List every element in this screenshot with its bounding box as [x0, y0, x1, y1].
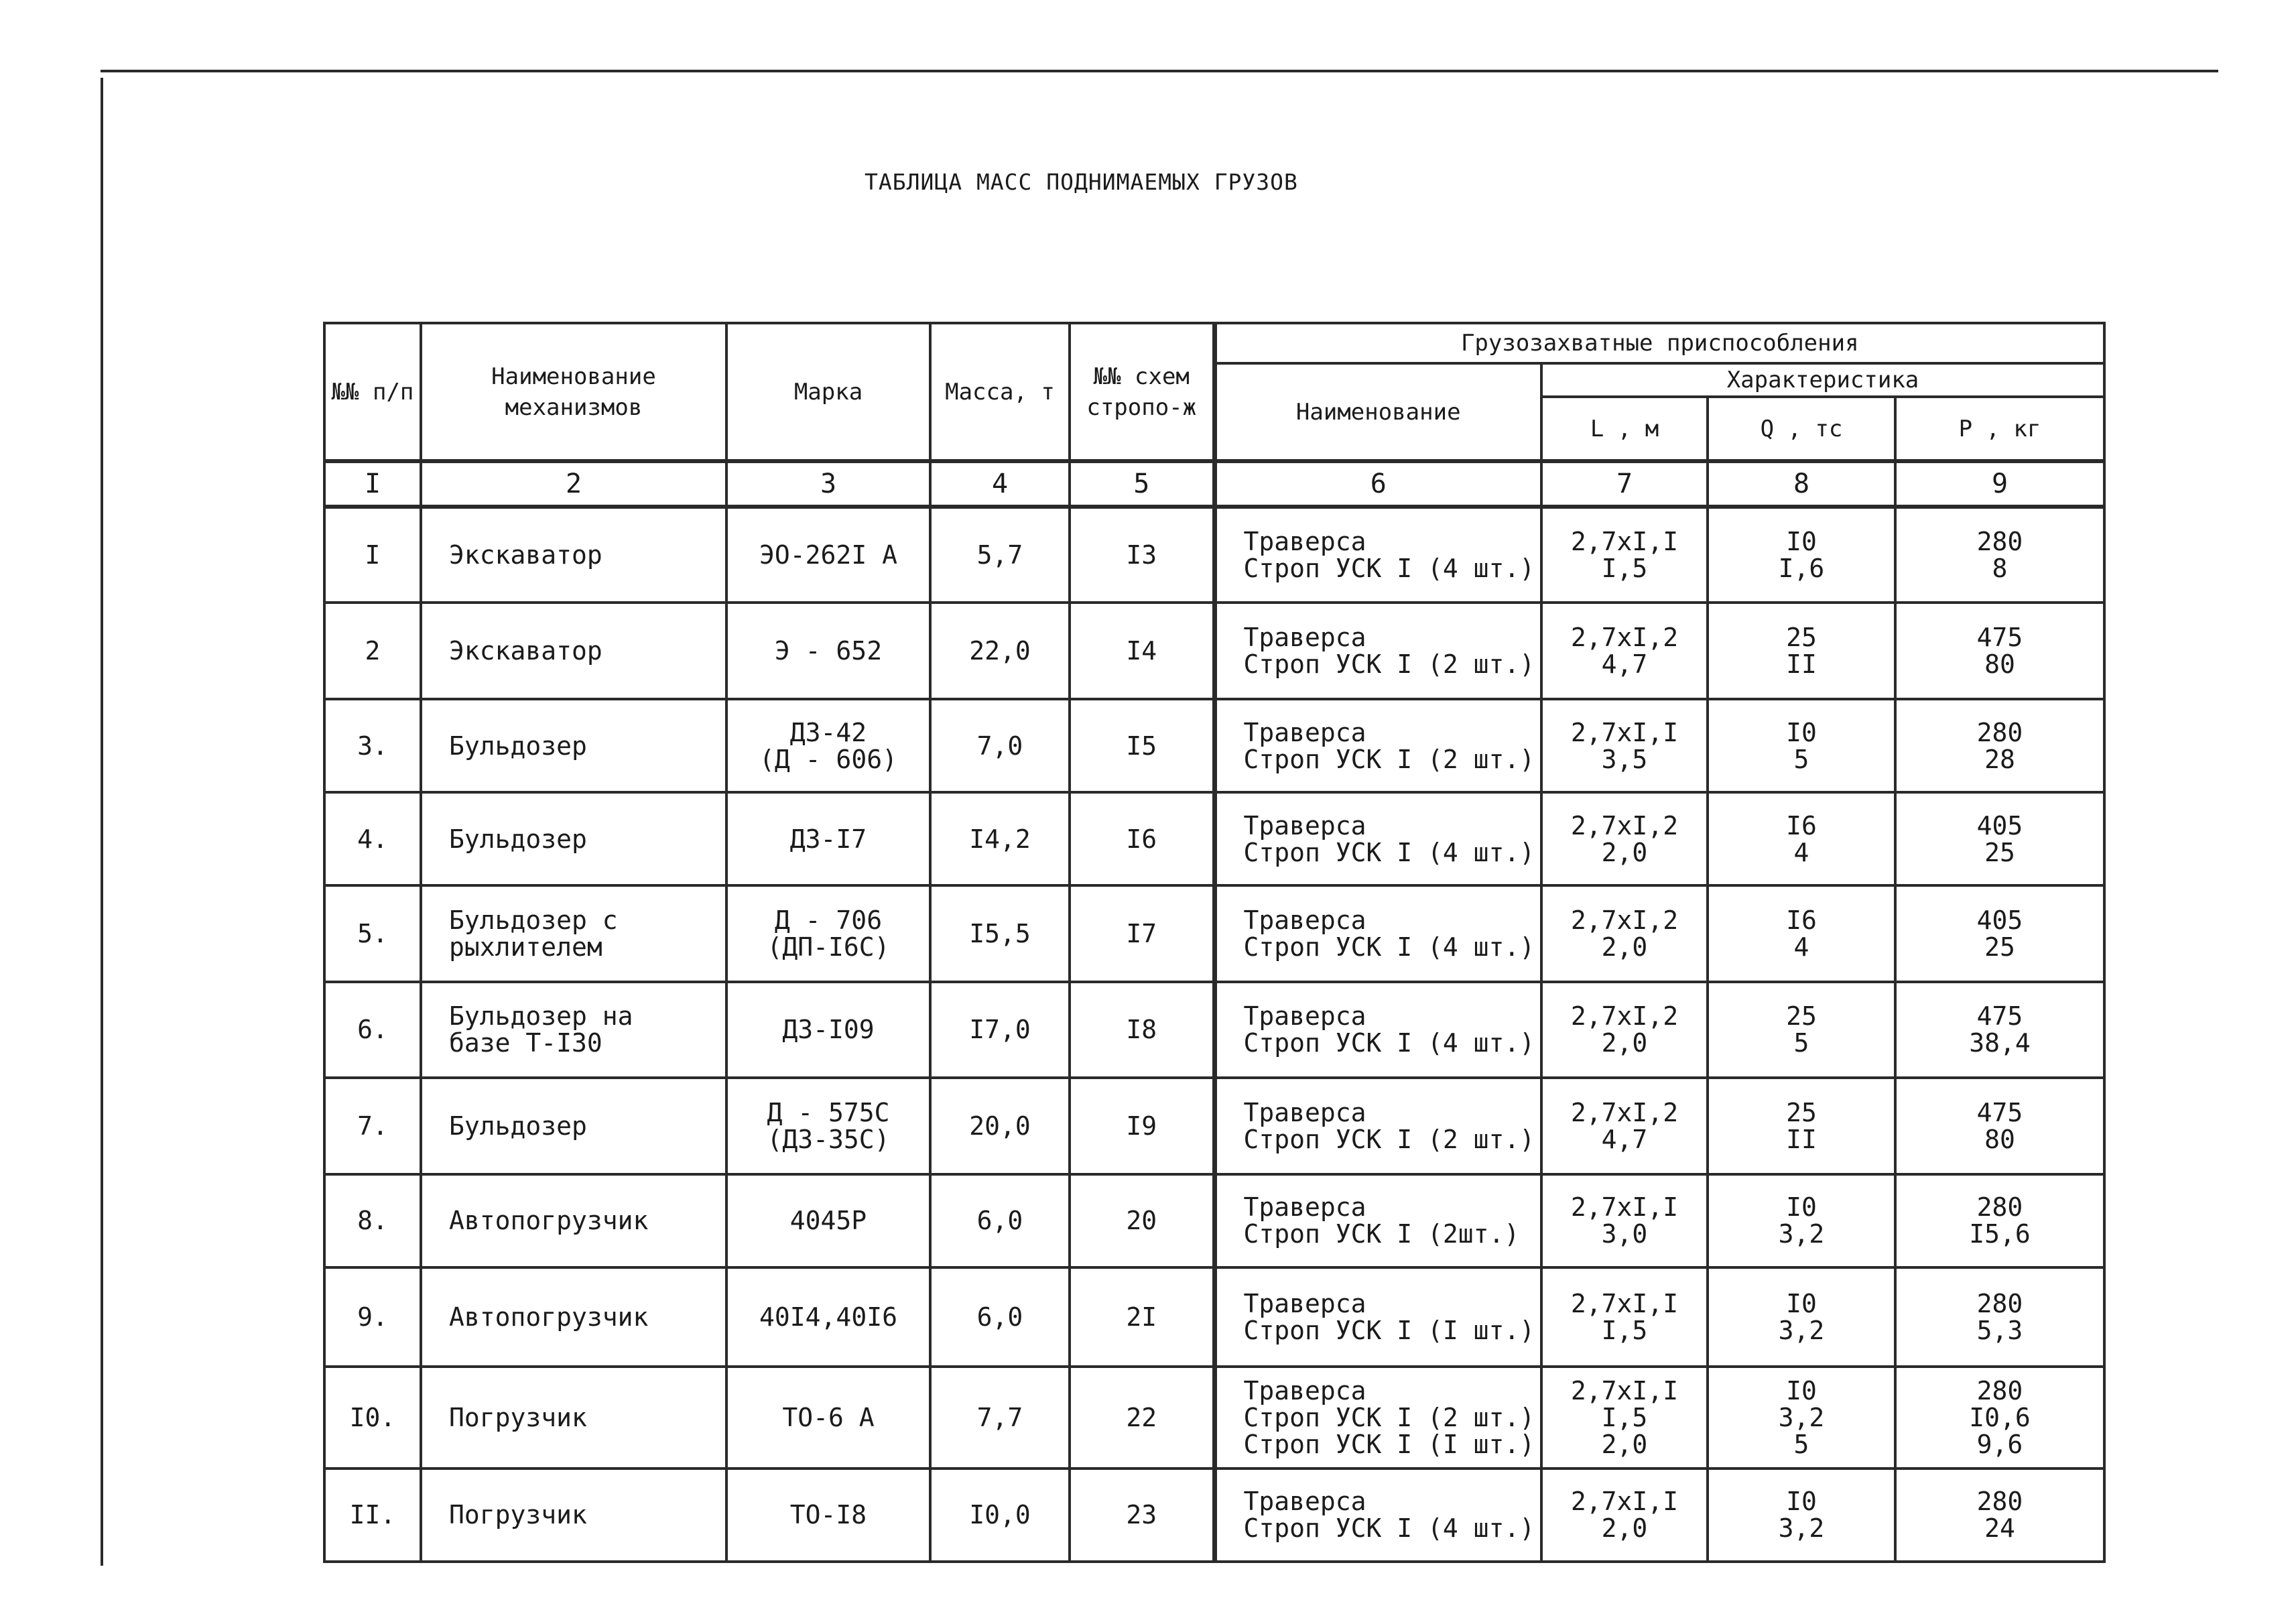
weight-cell: [1895, 1267, 2104, 1367]
header-lifting-devices-group: Грузозахватные приспособления: [1214, 323, 2104, 363]
length-line: 2,0: [1601, 932, 1648, 962]
length-cell: [1541, 885, 1708, 981]
mass-cell: I5,5: [930, 885, 1070, 981]
mechanism-name-cell: [421, 1078, 726, 1174]
lifting-device-line: Строп УСК I (2 шт.): [1243, 649, 1535, 680]
weight-cell: [1895, 792, 2104, 885]
weight-line: 9,6: [1976, 1429, 2023, 1459]
weight-line: 280: [1976, 1288, 2023, 1318]
brand-line: Э - 652: [774, 636, 883, 666]
load-capacity-line: I,6: [1778, 554, 1825, 584]
brand-line: ТО-I8: [789, 1500, 867, 1530]
load-capacity-line: 4: [1793, 837, 1809, 867]
mass-cell: 22,0: [930, 603, 1070, 698]
document-title: ТАБЛИЦА МАСС ПОДНИМАЕМЫХ ГРУЗОВ: [865, 169, 1298, 195]
length-line: I,5: [1601, 1315, 1648, 1345]
lifting-device-line: Траверса: [1243, 1001, 1366, 1032]
brand-line: ДЗ-42: [789, 717, 867, 747]
header-load-capacity: Q , тс: [1708, 397, 1895, 461]
brand-cell: [726, 792, 930, 885]
row-number-cell: II.: [324, 1469, 421, 1562]
page-frame-left-border: [101, 78, 103, 1566]
table-row: [324, 1469, 2104, 1562]
weight-line: 28: [1984, 744, 2015, 774]
table-body: [324, 507, 2104, 1562]
header-brand: Марка: [726, 323, 930, 461]
mechanism-name-cell: [421, 507, 726, 603]
column-number-cell: 5: [1070, 461, 1214, 507]
lifting-device-line: Траверса: [1243, 1097, 1366, 1127]
weight-line: 25: [1984, 932, 2015, 962]
mechanism-name-line: Погрузчик: [449, 1402, 587, 1432]
lifting-device-cell: [1214, 507, 1541, 603]
load-capacity-line: 25: [1786, 1097, 1817, 1127]
weight-line: 80: [1984, 1124, 2015, 1154]
weight-line: 405: [1976, 810, 2023, 840]
mechanism-name-line: Бульдозер: [449, 1111, 587, 1141]
load-capacity-line: 25: [1786, 623, 1817, 653]
brand-line: ДЗ-I09: [782, 1015, 875, 1045]
load-capacity-cell: [1708, 1174, 1895, 1267]
load-capacity-cell: [1708, 1078, 1895, 1174]
lifted-loads-mass-table: [323, 322, 2106, 1563]
load-capacity-line: 5: [1793, 744, 1809, 774]
length-line: 2,7хI,I: [1570, 1487, 1679, 1517]
load-capacity-cell: [1708, 792, 1895, 885]
lifting-device-line: Строп УСК I (2шт.): [1243, 1219, 1520, 1249]
row-number-cell: 8.: [324, 1174, 421, 1267]
length-line: 2,0: [1601, 1429, 1648, 1459]
mass-cell: 6,0: [930, 1267, 1070, 1367]
mechanism-name-cell: [421, 1469, 726, 1562]
mechanism-name-line: Бульдозер с: [449, 905, 618, 935]
mass-cell: I4,2: [930, 792, 1070, 885]
lifting-device-cell: [1214, 603, 1541, 698]
weight-line: 475: [1976, 1097, 2023, 1127]
length-line: 2,7хI,2: [1570, 1097, 1679, 1127]
weight-cell: [1895, 507, 2104, 603]
weight-cell: [1895, 603, 2104, 698]
weight-line: 405: [1976, 905, 2023, 935]
header-mechanism-name: Наименование механизмов: [421, 323, 726, 461]
weight-line: 475: [1976, 623, 2023, 653]
brand-line: Д - 706: [774, 905, 883, 935]
load-capacity-line: 3,2: [1778, 1402, 1825, 1432]
length-cell: [1541, 1469, 1708, 1562]
length-line: 2,7хI,I: [1570, 527, 1679, 557]
lifting-device-line: Строп УСК I (4 шт.): [1243, 554, 1535, 584]
weight-line: 475: [1976, 1001, 2023, 1032]
length-line: 2,7хI,I: [1570, 717, 1679, 747]
weight-cell: [1895, 699, 2104, 792]
column-number-cell: 8: [1708, 461, 1895, 507]
header-mass: Масса, т: [930, 323, 1070, 461]
table-row: [324, 1078, 2104, 1174]
page-frame-top-border: [101, 70, 2218, 72]
lifting-device-line: Строп УСК I (2 шт.): [1243, 1402, 1535, 1432]
load-capacity-line: I0: [1786, 1192, 1817, 1223]
brand-line: ДЗ-I7: [789, 824, 867, 854]
load-capacity-line: II: [1786, 1124, 1817, 1154]
load-capacity-line: 5: [1793, 1429, 1809, 1459]
mechanism-name-cell: [421, 699, 726, 792]
sling-scheme-cell: I3: [1070, 507, 1214, 603]
mechanism-name-line: Экскаватор: [449, 540, 602, 570]
brand-line: (ДЗ-35С): [767, 1124, 890, 1154]
brand-line: ТО-6 А: [782, 1402, 875, 1432]
load-capacity-cell: [1708, 1367, 1895, 1469]
weight-cell: [1895, 1078, 2104, 1174]
lifting-device-line: Строп УСК I (2 шт.): [1243, 1124, 1535, 1154]
sling-scheme-cell: 22: [1070, 1367, 1214, 1469]
table-row: [324, 603, 2104, 698]
lifting-device-line: Траверса: [1243, 1192, 1366, 1223]
load-capacity-cell: [1708, 603, 1895, 698]
weight-line: 280: [1976, 1192, 2023, 1223]
weight-line: 24: [1984, 1513, 2015, 1544]
mass-cell: 20,0: [930, 1078, 1070, 1174]
lifting-device-line: Траверса: [1243, 623, 1366, 653]
sling-scheme-cell: I5: [1070, 699, 1214, 792]
lifting-device-cell: [1214, 1267, 1541, 1367]
length-cell: [1541, 603, 1708, 698]
length-line: 2,7хI,2: [1570, 810, 1679, 840]
lifting-device-line: Траверса: [1243, 1487, 1366, 1517]
length-line: 2,7хI,I: [1570, 1375, 1679, 1406]
header-sling-schemes: №№ схем стропо-ж: [1070, 323, 1214, 461]
column-number-cell: 6: [1214, 461, 1541, 507]
lifting-device-cell: [1214, 699, 1541, 792]
load-capacity-cell: [1708, 1469, 1895, 1562]
load-capacity-line: 5: [1793, 1028, 1809, 1058]
column-number-cell: 3: [726, 461, 930, 507]
length-line: 4,7: [1601, 1124, 1648, 1154]
brand-cell: [726, 1367, 930, 1469]
table-row: [324, 885, 2104, 981]
load-capacity-line: I0: [1786, 1288, 1817, 1318]
lifting-device-cell: [1214, 1367, 1541, 1469]
load-capacity-line: 4: [1793, 932, 1809, 962]
brand-cell: [726, 1267, 930, 1367]
mechanism-name-cell: [421, 1267, 726, 1367]
mechanism-name-line: рыхлителем: [449, 932, 602, 962]
mass-cell: 7,0: [930, 699, 1070, 792]
length-line: 2,0: [1601, 1513, 1648, 1544]
header-length: L , м: [1541, 397, 1708, 461]
lifting-device-cell: [1214, 1469, 1541, 1562]
load-capacity-line: I6: [1786, 810, 1817, 840]
load-capacity-cell: [1708, 507, 1895, 603]
row-number-cell: 6.: [324, 982, 421, 1078]
brand-cell: [726, 507, 930, 603]
load-capacity-cell: [1708, 699, 1895, 792]
row-number-cell: 2: [324, 603, 421, 698]
load-capacity-line: 3,2: [1778, 1315, 1825, 1345]
mass-cell: I0,0: [930, 1469, 1070, 1562]
length-line: 2,0: [1601, 837, 1648, 867]
brand-cell: [726, 1078, 930, 1174]
column-number-cell: 2: [421, 461, 726, 507]
load-capacity-line: I0: [1786, 527, 1817, 557]
weight-line: 25: [1984, 837, 2015, 867]
weight-line: 280: [1976, 527, 2023, 557]
brand-line: 4045Р: [789, 1206, 867, 1236]
row-number-cell: I: [324, 507, 421, 603]
column-number-cell: 9: [1895, 461, 2104, 507]
length-cell: [1541, 1174, 1708, 1267]
row-number-cell: 4.: [324, 792, 421, 885]
sling-scheme-cell: 2I: [1070, 1267, 1214, 1367]
mass-cell: 5,7: [930, 507, 1070, 603]
table-row: [324, 1267, 2104, 1367]
brand-cell: [726, 885, 930, 981]
weight-cell: [1895, 885, 2104, 981]
header-characteristic: Характеристика: [1541, 363, 2104, 397]
lifting-device-cell: [1214, 1174, 1541, 1267]
length-cell: [1541, 1267, 1708, 1367]
mechanism-name-line: Автопогрузчик: [449, 1206, 649, 1236]
brand-line: 40I4,40I6: [759, 1302, 897, 1332]
length-line: 2,0: [1601, 1028, 1648, 1058]
weight-cell: [1895, 1367, 2104, 1469]
weight-cell: [1895, 982, 2104, 1078]
brand-cell: [726, 603, 930, 698]
length-cell: [1541, 507, 1708, 603]
lifting-device-cell: [1214, 792, 1541, 885]
weight-line: I0,6: [1969, 1402, 2031, 1432]
mass-cell: 6,0: [930, 1174, 1070, 1267]
lifting-device-cell: [1214, 885, 1541, 981]
lifting-device-line: Строп УСК I (4 шт.): [1243, 1028, 1535, 1058]
load-capacity-line: I0: [1786, 1487, 1817, 1517]
length-cell: [1541, 792, 1708, 885]
length-line: I,5: [1601, 1402, 1648, 1432]
weight-line: 8: [1992, 554, 2008, 584]
row-number-cell: 9.: [324, 1267, 421, 1367]
weight-line: 5,3: [1976, 1315, 2023, 1345]
load-capacity-line: I6: [1786, 905, 1817, 935]
lifting-device-line: Строп УСК I (2 шт.): [1243, 744, 1535, 774]
column-number-cell: 7: [1541, 461, 1708, 507]
lifting-device-line: Траверса: [1243, 717, 1366, 747]
lifting-device-line: Траверса: [1243, 1375, 1366, 1406]
lifting-device-line: Строп УСК I (4 шт.): [1243, 1513, 1535, 1544]
table-row: [324, 982, 2104, 1078]
sling-scheme-cell: I7: [1070, 885, 1214, 981]
load-capacity-cell: [1708, 982, 1895, 1078]
length-line: 2,7хI,2: [1570, 623, 1679, 653]
lifting-device-cell: [1214, 982, 1541, 1078]
load-capacity-line: II: [1786, 649, 1817, 680]
header-num: №№ п/п: [324, 323, 421, 461]
mechanism-name-line: Экскаватор: [449, 636, 602, 666]
sling-scheme-cell: I6: [1070, 792, 1214, 885]
load-capacity-line: I0: [1786, 717, 1817, 747]
mass-cell: I7,0: [930, 982, 1070, 1078]
length-cell: [1541, 699, 1708, 792]
mechanism-name-line: Бульдозер: [449, 731, 587, 761]
sling-scheme-cell: I8: [1070, 982, 1214, 1078]
table-row: [324, 1174, 2104, 1267]
lifting-device-line: Траверса: [1243, 527, 1366, 557]
lifting-device-line: Строп УСК I (I шт.): [1243, 1315, 1535, 1345]
weight-line: 280: [1976, 1487, 2023, 1517]
length-line: 3,5: [1601, 744, 1648, 774]
lifting-device-line: Траверса: [1243, 810, 1366, 840]
table-row: [324, 507, 2104, 603]
brand-cell: [726, 982, 930, 1078]
table-row: [324, 1367, 2104, 1469]
lifting-device-line: Траверса: [1243, 905, 1366, 935]
table-row: [324, 792, 2104, 885]
mechanism-name-cell: [421, 885, 726, 981]
row-number-cell: 3.: [324, 699, 421, 792]
mechanism-name-line: Погрузчик: [449, 1500, 587, 1530]
length-line: 2,7хI,I: [1570, 1288, 1679, 1318]
mechanism-name-line: Автопогрузчик: [449, 1302, 649, 1332]
sling-scheme-cell: 23: [1070, 1469, 1214, 1562]
brand-cell: [726, 699, 930, 792]
lifting-device-line: Строп УСК I (4 шт.): [1243, 932, 1535, 962]
length-cell: [1541, 1078, 1708, 1174]
mechanism-name-cell: [421, 792, 726, 885]
length-line: 2,7хI,2: [1570, 1001, 1679, 1032]
mechanism-name-cell: [421, 1174, 726, 1267]
weight-line: 280: [1976, 1375, 2023, 1406]
weight-cell: [1895, 1174, 2104, 1267]
sling-scheme-cell: 20: [1070, 1174, 1214, 1267]
row-number-cell: I0.: [324, 1367, 421, 1469]
mechanism-name-cell: [421, 1367, 726, 1469]
brand-line: (Д - 606): [759, 744, 897, 774]
length-cell: [1541, 982, 1708, 1078]
length-line: 3,0: [1601, 1219, 1648, 1249]
brand-cell: [726, 1469, 930, 1562]
mechanism-name-line: базе Т-I30: [449, 1028, 602, 1058]
brand-line: ЭО-262I А: [759, 540, 897, 570]
weight-line: 38,4: [1969, 1028, 2031, 1058]
sling-scheme-cell: I9: [1070, 1078, 1214, 1174]
length-line: 2,7хI,2: [1570, 905, 1679, 935]
table-row: [324, 699, 2104, 792]
lifting-device-line: Строп УСК I (I шт.): [1243, 1429, 1535, 1459]
column-number-cell: 4: [930, 461, 1070, 507]
column-number-cell: I: [324, 461, 421, 507]
weight-line: 80: [1984, 649, 2015, 680]
mechanism-name-line: Бульдозер на: [449, 1001, 633, 1032]
lifting-device-cell: [1214, 1078, 1541, 1174]
load-capacity-cell: [1708, 885, 1895, 981]
lifting-device-line: Строп УСК I (4 шт.): [1243, 837, 1535, 867]
load-capacity-line: 3,2: [1778, 1513, 1825, 1544]
column-numbers-row: [324, 461, 2104, 507]
row-number-cell: 5.: [324, 885, 421, 981]
mass-cell: 7,7: [930, 1367, 1070, 1469]
load-capacity-line: 25: [1786, 1001, 1817, 1032]
brand-line: (ДП-I6С): [767, 932, 890, 962]
weight-cell: [1895, 1469, 2104, 1562]
weight-line: 280: [1976, 717, 2023, 747]
load-capacity-cell: [1708, 1267, 1895, 1367]
load-capacity-line: 3,2: [1778, 1219, 1825, 1249]
header-weight: P , кг: [1895, 397, 2104, 461]
mechanism-name-cell: [421, 982, 726, 1078]
length-cell: [1541, 1367, 1708, 1469]
load-capacity-line: I0: [1786, 1375, 1817, 1406]
mechanism-name-cell: [421, 603, 726, 698]
length-line: 2,7хI,I: [1570, 1192, 1679, 1223]
mechanism-name-line: Бульдозер: [449, 824, 587, 854]
weight-line: I5,6: [1969, 1219, 2031, 1249]
brand-line: Д - 575С: [767, 1097, 890, 1127]
row-number-cell: 7.: [324, 1078, 421, 1174]
brand-cell: [726, 1174, 930, 1267]
sling-scheme-cell: I4: [1070, 603, 1214, 698]
lifting-device-line: Траверса: [1243, 1288, 1366, 1318]
header-device-name: Наименование: [1214, 363, 1541, 461]
length-line: 4,7: [1601, 649, 1648, 680]
length-line: I,5: [1601, 554, 1648, 584]
